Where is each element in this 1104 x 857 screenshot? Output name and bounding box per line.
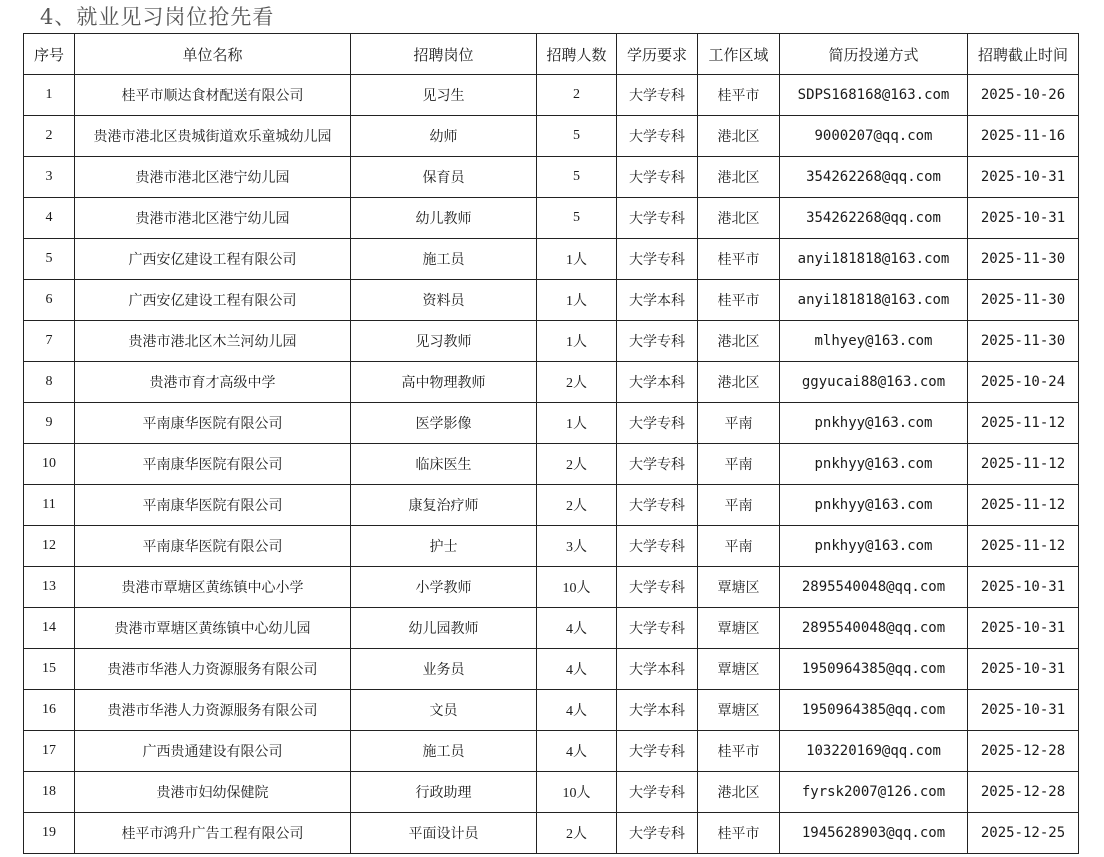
cell-email: ggyucai88@163.com: [780, 362, 968, 403]
header-headcount: 招聘人数: [537, 34, 617, 75]
cell-company: 平南康华医院有限公司: [75, 485, 351, 526]
cell-company: 贵港市覃塘区黄练镇中心小学: [75, 567, 351, 608]
cell-area: 港北区: [698, 157, 780, 198]
cell-company: 贵港市妇幼保健院: [75, 772, 351, 813]
cell-headcount: 4人: [537, 649, 617, 690]
cell-headcount: 2: [537, 75, 617, 116]
cell-index: 18: [24, 772, 75, 813]
cell-position: 资料员: [351, 280, 537, 321]
cell-area: 覃塘区: [698, 567, 780, 608]
table-row: [24, 116, 1079, 157]
cell-deadline: 2025-12-25: [968, 813, 1079, 854]
cell-education: 大学专科: [617, 731, 698, 772]
cell-position: 平面设计员: [351, 813, 537, 854]
cell-email: anyi181818@163.com: [780, 280, 968, 321]
cell-area: 桂平市: [698, 75, 780, 116]
cell-email: anyi181818@163.com: [780, 239, 968, 280]
cell-deadline: 2025-10-31: [968, 690, 1079, 731]
cell-area: 港北区: [698, 321, 780, 362]
cell-index: 10: [24, 444, 75, 485]
cell-position: 业务员: [351, 649, 537, 690]
cell-education: 大学本科: [617, 649, 698, 690]
cell-deadline: 2025-10-31: [968, 567, 1079, 608]
header-index: 序号: [24, 34, 75, 75]
table-row: [24, 403, 1079, 444]
cell-position: 见习生: [351, 75, 537, 116]
cell-area: 桂平市: [698, 813, 780, 854]
cell-position: 文员: [351, 690, 537, 731]
cell-position: 医学影像: [351, 403, 537, 444]
cell-index: 13: [24, 567, 75, 608]
table-row: [24, 321, 1079, 362]
internship-table: [23, 33, 1079, 854]
cell-index: 19: [24, 813, 75, 854]
table-row: [24, 608, 1079, 649]
cell-headcount: 4人: [537, 731, 617, 772]
cell-education: 大学专科: [617, 485, 698, 526]
table-row: [24, 157, 1079, 198]
cell-deadline: 2025-11-30: [968, 239, 1079, 280]
table-row: [24, 649, 1079, 690]
table-header-row: [24, 34, 1079, 75]
cell-index: 7: [24, 321, 75, 362]
cell-headcount: 1人: [537, 239, 617, 280]
cell-email: mlhyey@163.com: [780, 321, 968, 362]
cell-education: 大学专科: [617, 608, 698, 649]
cell-email: 103220169@qq.com: [780, 731, 968, 772]
cell-email: 1950964385@qq.com: [780, 649, 968, 690]
table-row: [24, 75, 1079, 116]
cell-deadline: 2025-10-31: [968, 157, 1079, 198]
cell-index: 4: [24, 198, 75, 239]
cell-education: 大学专科: [617, 772, 698, 813]
cell-headcount: 2人: [537, 813, 617, 854]
table-row: [24, 567, 1079, 608]
header-deadline: 招聘截止时间: [968, 34, 1079, 75]
cell-company: 贵港市港北区港宁幼儿园: [75, 198, 351, 239]
cell-email: 1945628903@qq.com: [780, 813, 968, 854]
cell-deadline: 2025-11-30: [968, 321, 1079, 362]
cell-headcount: 2人: [537, 444, 617, 485]
cell-area: 平南: [698, 485, 780, 526]
cell-deadline: 2025-10-26: [968, 75, 1079, 116]
cell-email: 2895540048@qq.com: [780, 567, 968, 608]
cell-area: 桂平市: [698, 280, 780, 321]
cell-index: 2: [24, 116, 75, 157]
cell-deadline: 2025-11-16: [968, 116, 1079, 157]
cell-deadline: 2025-11-12: [968, 485, 1079, 526]
cell-position: 小学教师: [351, 567, 537, 608]
cell-headcount: 5: [537, 116, 617, 157]
cell-position: 见习教师: [351, 321, 537, 362]
cell-headcount: 5: [537, 198, 617, 239]
cell-email: fyrsk2007@126.com: [780, 772, 968, 813]
cell-email: 9000207@qq.com: [780, 116, 968, 157]
cell-company: 平南康华医院有限公司: [75, 526, 351, 567]
cell-index: 3: [24, 157, 75, 198]
header-area: 工作区域: [698, 34, 780, 75]
cell-headcount: 1人: [537, 280, 617, 321]
cell-headcount: 1人: [537, 403, 617, 444]
cell-index: 8: [24, 362, 75, 403]
cell-headcount: 4人: [537, 608, 617, 649]
cell-company: 平南康华医院有限公司: [75, 444, 351, 485]
cell-education: 大学专科: [617, 116, 698, 157]
cell-index: 16: [24, 690, 75, 731]
cell-position: 高中物理教师: [351, 362, 537, 403]
cell-position: 康复治疗师: [351, 485, 537, 526]
cell-education: 大学专科: [617, 239, 698, 280]
cell-education: 大学专科: [617, 403, 698, 444]
table-row: [24, 731, 1079, 772]
cell-headcount: 2人: [537, 485, 617, 526]
cell-deadline: 2025-11-12: [968, 444, 1079, 485]
table-row: [24, 362, 1079, 403]
cell-index: 14: [24, 608, 75, 649]
cell-index: 15: [24, 649, 75, 690]
cell-education: 大学本科: [617, 690, 698, 731]
cell-area: 平南: [698, 526, 780, 567]
cell-headcount: 2人: [537, 362, 617, 403]
cell-company: 贵港市覃塘区黄练镇中心幼儿园: [75, 608, 351, 649]
cell-area: 平南: [698, 444, 780, 485]
header-position: 招聘岗位: [351, 34, 537, 75]
cell-education: 大学专科: [617, 75, 698, 116]
cell-education: 大学专科: [617, 813, 698, 854]
cell-position: 行政助理: [351, 772, 537, 813]
cell-area: 覃塘区: [698, 608, 780, 649]
cell-email: 354262268@qq.com: [780, 198, 968, 239]
header-resume-method: 简历投递方式: [780, 34, 968, 75]
cell-education: 大学专科: [617, 321, 698, 362]
cell-position: 施工员: [351, 239, 537, 280]
cell-area: 港北区: [698, 198, 780, 239]
cell-area: 港北区: [698, 772, 780, 813]
cell-headcount: 1人: [537, 321, 617, 362]
cell-company: 贵港市华港人力资源服务有限公司: [75, 690, 351, 731]
cell-deadline: 2025-11-12: [968, 526, 1079, 567]
cell-area: 桂平市: [698, 731, 780, 772]
cell-email: pnkhyy@163.com: [780, 526, 968, 567]
cell-education: 大学专科: [617, 567, 698, 608]
cell-email: pnkhyy@163.com: [780, 485, 968, 526]
cell-index: 12: [24, 526, 75, 567]
table-row: [24, 772, 1079, 813]
cell-education: 大学本科: [617, 280, 698, 321]
cell-email: 2895540048@qq.com: [780, 608, 968, 649]
table-row: [24, 690, 1079, 731]
header-company: 单位名称: [75, 34, 351, 75]
cell-company: 广西安亿建设工程有限公司: [75, 280, 351, 321]
cell-company: 贵港市港北区港宁幼儿园: [75, 157, 351, 198]
cell-position: 施工员: [351, 731, 537, 772]
cell-company: 平南康华医院有限公司: [75, 403, 351, 444]
table-row: [24, 444, 1079, 485]
cell-education: 大学专科: [617, 157, 698, 198]
cell-position: 保育员: [351, 157, 537, 198]
cell-headcount: 3人: [537, 526, 617, 567]
table-row: [24, 485, 1079, 526]
cell-index: 6: [24, 280, 75, 321]
section-heading: 4、就业见习岗位抢先看: [40, 5, 275, 29]
cell-area: 覃塘区: [698, 649, 780, 690]
cell-position: 护士: [351, 526, 537, 567]
header-education: 学历要求: [617, 34, 698, 75]
cell-deadline: 2025-12-28: [968, 772, 1079, 813]
table-row: [24, 526, 1079, 567]
cell-company: 贵港市港北区木兰河幼儿园: [75, 321, 351, 362]
cell-company: 桂平市顺达食材配送有限公司: [75, 75, 351, 116]
cell-education: 大学专科: [617, 444, 698, 485]
cell-education: 大学本科: [617, 362, 698, 403]
cell-position: 临床医生: [351, 444, 537, 485]
cell-index: 17: [24, 731, 75, 772]
table-row: [24, 280, 1079, 321]
cell-email: 1950964385@qq.com: [780, 690, 968, 731]
table-row: [24, 239, 1079, 280]
table-row: [24, 813, 1079, 854]
cell-headcount: 10人: [537, 772, 617, 813]
cell-company: 贵港市港北区贵城街道欢乐童城幼儿园: [75, 116, 351, 157]
cell-area: 港北区: [698, 362, 780, 403]
cell-index: 9: [24, 403, 75, 444]
cell-deadline: 2025-10-31: [968, 198, 1079, 239]
cell-deadline: 2025-11-30: [968, 280, 1079, 321]
cell-education: 大学专科: [617, 198, 698, 239]
cell-headcount: 5: [537, 157, 617, 198]
cell-company: 贵港市华港人力资源服务有限公司: [75, 649, 351, 690]
cell-email: SDPS168168@163.com: [780, 75, 968, 116]
cell-deadline: 2025-10-31: [968, 608, 1079, 649]
cell-headcount: 10人: [537, 567, 617, 608]
cell-area: 覃塘区: [698, 690, 780, 731]
cell-deadline: 2025-10-31: [968, 649, 1079, 690]
cell-position: 幼儿园教师: [351, 608, 537, 649]
cell-company: 桂平市鸿升广告工程有限公司: [75, 813, 351, 854]
cell-education: 大学专科: [617, 526, 698, 567]
cell-email: 354262268@qq.com: [780, 157, 968, 198]
cell-deadline: 2025-10-24: [968, 362, 1079, 403]
table-row: [24, 198, 1079, 239]
cell-position: 幼儿教师: [351, 198, 537, 239]
cell-index: 5: [24, 239, 75, 280]
cell-deadline: 2025-12-28: [968, 731, 1079, 772]
cell-area: 平南: [698, 403, 780, 444]
cell-headcount: 4人: [537, 690, 617, 731]
cell-company: 广西贵通建设有限公司: [75, 731, 351, 772]
cell-area: 桂平市: [698, 239, 780, 280]
cell-index: 1: [24, 75, 75, 116]
cell-area: 港北区: [698, 116, 780, 157]
cell-company: 广西安亿建设工程有限公司: [75, 239, 351, 280]
cell-email: pnkhyy@163.com: [780, 403, 968, 444]
cell-index: 11: [24, 485, 75, 526]
cell-deadline: 2025-11-12: [968, 403, 1079, 444]
cell-position: 幼师: [351, 116, 537, 157]
cell-email: pnkhyy@163.com: [780, 444, 968, 485]
cell-company: 贵港市育才高级中学: [75, 362, 351, 403]
